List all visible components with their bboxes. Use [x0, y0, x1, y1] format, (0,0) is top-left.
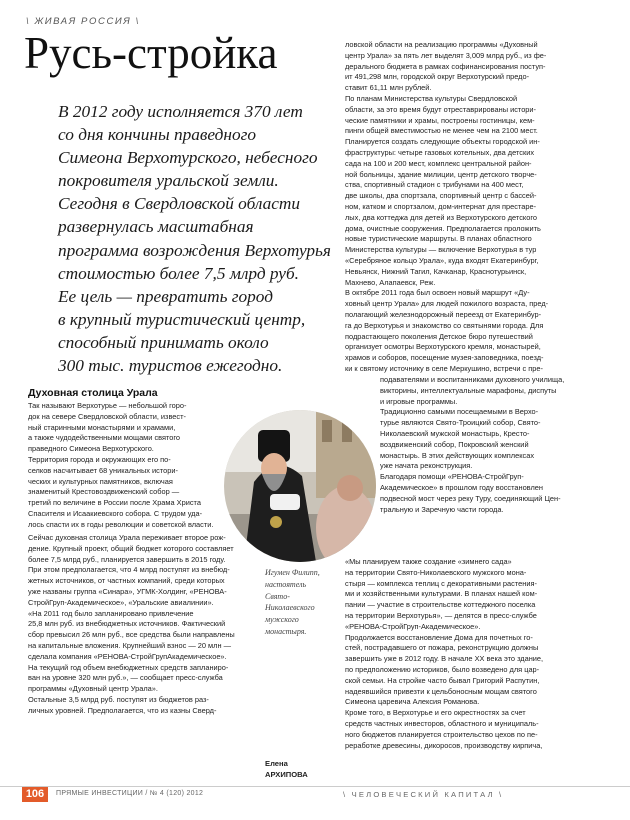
author-byline	[265, 758, 308, 780]
lead-line: В 2012 году исполняется 370 лет	[58, 102, 303, 121]
body-line: подавателями и воспитанниками духовного училища,	[380, 375, 565, 384]
lead-line: Симеона Верхотурского, небесного	[58, 148, 318, 168]
footer-rubric: \ ЧЕЛОВЕЧЕСКИЙ КАПИТАЛ \	[343, 790, 504, 799]
body-line: новые туристические маршруты. В планах областного	[345, 234, 532, 244]
body-line: ховный центр Урала» для людей пожилого возраста, пред-	[345, 299, 549, 309]
body-line: центр Урала» за пять лет выделят 3,009 млрд руб., из фе-	[345, 50, 547, 60]
lead-line: развернулась масштабная	[58, 217, 254, 237]
body-line: стей, пострадавшего от пожара, реконструкцию должны	[345, 643, 539, 653]
page-number: 106	[22, 787, 48, 802]
body-line: области, за это время будут отреставрированы истори-	[345, 104, 537, 114]
caption-line: мужского	[265, 615, 299, 625]
caption-line: Свято-	[265, 591, 290, 601]
body-line: средств частных инвесторов, областного и муниципаль-	[345, 718, 539, 728]
author-first-name: Елена	[265, 759, 288, 768]
body-line: храмов и соборов, посещение музея-заповедника, поезд-	[345, 353, 544, 363]
body-line: ставит 61,11 млн рублей.	[345, 83, 432, 93]
body-line: В октябре 2011 года был освоен новый маршрут «Ду-	[345, 288, 530, 298]
body-line: дение. Крупный проект, общий бюджет которого составляет	[28, 543, 234, 553]
body-line: При этом предполагается, что 4 млрд поступят из внебюд-	[28, 565, 230, 575]
body-line: на капитальные вложения. Крупнейший взнос — 20 млн —	[28, 640, 231, 650]
body-line: знаменитый Крестовоздвиженский собор —	[28, 487, 180, 497]
body-line: жетных источников, от частных компаний, среди которых	[28, 576, 225, 586]
caption-line: монастыря.	[265, 626, 307, 636]
body-line: ный старинными монастырями и храмами,	[28, 422, 176, 432]
body-line: сада на 100 и 200 мест, комплекс центральной район-	[345, 158, 532, 168]
body-line: ской семьи. На стройке часто бывал Григорий Распутин,	[345, 675, 540, 685]
body-line: Невьянск, Нижний Тагил, Качканар, Краснотурьинск,	[345, 266, 527, 276]
body-line: викторины, интеллектуальные марафоны, диспуты	[380, 385, 557, 395]
lead-paragraph	[58, 100, 340, 377]
body-line: ми и хозяйственными культурами. В планах нашей ком-	[345, 589, 538, 599]
body-line: сделала компания «РЕНОВА-СтройГрупАкадемическое».	[28, 651, 227, 661]
body-line: завершить уже в 2012 году. В начале XX века это здание,	[345, 654, 544, 664]
body-line: фраструктуры: четыре газовых котельных, два детских	[345, 147, 535, 157]
lead-line: покровителя уральской земли.	[58, 171, 279, 191]
body-line: более 7,5 млрд руб., планируется завершить в 2015 году.	[28, 554, 226, 564]
article-photo	[224, 410, 376, 562]
lead-line: стоимостью более 7,5 млрд руб.	[58, 263, 299, 283]
body-line: на территории Свято-Николаевского мужского мона-	[345, 567, 527, 577]
body-line: ки к святому источнику в селе Меркушино, встречи с пре-	[345, 363, 543, 373]
caption-line: Николаевского	[265, 603, 315, 613]
photo-caption	[265, 567, 320, 638]
body-line: турье являются Свято-Троицкий собор, Свято-	[380, 418, 541, 428]
body-line: праведного Симеона Верхотурского.	[28, 444, 154, 454]
body-line: лось спасти их в годы революции и советской власти.	[28, 519, 214, 529]
body-line: «Серебряное кольцо Урала», куда входят Екатеринбург,	[345, 255, 539, 265]
body-line: Николаевский мужской монастырь, Кресто-	[380, 428, 530, 438]
body-line: реработке древесины, дикоросов, производству кирпича,	[345, 740, 543, 750]
body-line: Продолжается восстановление Дома для почетных го-	[345, 632, 533, 642]
body-line: воздвиженский собор, Покровский женский	[380, 439, 529, 449]
body-line: две школы, два спортзала, спортивный центр с бассей-	[345, 191, 537, 201]
body-line: На текущий год объем внебюджетных средств запланиро-	[28, 662, 229, 672]
body-line: Кроме того, в Верхотурье и его окрестностях за счет	[345, 708, 526, 718]
body-line: третий по величине в России после Храма Христа	[28, 498, 201, 508]
body-line: Благодаря помощи «РЕНОВА-СтройГруп-	[380, 472, 524, 482]
body-line: «Мы планируем также создание «зимнего сада»	[345, 557, 512, 566]
body-line: ного бюджетов планируется строительство цехов по пе-	[345, 729, 538, 739]
body-line: уже начата реконструкция.	[380, 461, 473, 471]
left-column-wide	[28, 533, 258, 717]
body-line: ит 491,298 млн, городской округ Верхотурский предо-	[345, 72, 530, 82]
caption-line: Игумен Филипп,	[265, 568, 320, 577]
body-line: По планам Министерства культуры Свердловской	[345, 93, 518, 103]
body-line: ной больницы, здание милиции, центр детского творче-	[345, 169, 537, 179]
body-line: Территория города и окружающих его по-	[28, 454, 171, 464]
body-line: дома, очистные сооружения. Предполагается проложить	[345, 223, 541, 233]
body-line: ловской области на реализацию программы «Духовный	[345, 40, 538, 49]
lead-line: со дня кончины праведного	[58, 125, 256, 145]
body-line: по предположению историков, было возведено для цар-	[345, 664, 540, 674]
magazine-issue: ПРЯМЫЕ ИНВЕСТИЦИИ / № 4 (120) 2012	[56, 790, 204, 797]
right-column-top	[345, 40, 607, 375]
body-line: Сейчас духовная столица Урала переживает второе рож-	[28, 533, 226, 542]
body-line: а также чудодейственными мощами святого	[28, 433, 181, 443]
lead-line: в крупный туристический центр,	[58, 309, 306, 329]
body-line: лых, два коттеджа для детей из Верхотурского детского	[345, 212, 537, 222]
body-line: 25,8 млн руб. из внебюджетных источников. Фактический	[28, 619, 226, 629]
section-tag: \ ЖИВАЯ РОССИЯ \	[26, 16, 140, 27]
body-line: док на севере Свердловской области, извест-	[28, 411, 186, 421]
body-line: пинги общей вместимостью не менее чем на 2100 мест.	[345, 126, 538, 136]
lead-line: 300 тыс. туристов ежегодно.	[58, 356, 283, 376]
body-line: селков насчитывает 68 уникальных истори-	[28, 465, 178, 475]
body-line: Министерства культуры — включение Верхотурья в тур	[345, 245, 537, 255]
lead-line: Сегодня в Свердловской области	[58, 194, 301, 214]
body-line: личных уровней. Предполагается, что из казны Сверд-	[28, 705, 217, 715]
body-line: организует осмотры Верхотурского кремля, монастырей,	[345, 342, 541, 352]
body-line: Симеона царевича Алексия Романова.	[345, 697, 480, 707]
body-line: подрастающего поколения Детское бюро путешествий	[345, 331, 533, 341]
body-line: СтройГруп-Академическое», «Уральские авиалинии».	[28, 597, 214, 607]
subheading: Духовная столица Урала	[28, 387, 158, 399]
body-line: ном, катком и спортзалом, дом-интернат для престаре-	[345, 201, 537, 211]
body-line: Академическое» в прошлом году восстановлен	[380, 482, 543, 492]
photo-abbot-illustration	[224, 410, 376, 562]
author-last-name: АРХИПОВА	[265, 770, 308, 779]
caption-line: настоятель	[265, 579, 307, 589]
body-line: Остальные 3,5 млрд руб. поступят из бюджетов раз-	[28, 694, 209, 704]
body-line: Традиционно самыми посещаемыми в Верхо-	[380, 407, 539, 417]
body-line: тральную и Заречную части города.	[380, 504, 504, 514]
body-line: ства, спортивный стадион с трибунами на 400 мест,	[345, 180, 524, 190]
body-line: ческих и культурных памятников, включая	[28, 476, 173, 486]
body-line: пании — участие в строительстве коттеджного поселка	[345, 600, 536, 610]
body-line: «На 2011 год было запланировано привлечение	[28, 608, 194, 618]
body-line: и игровые программы.	[380, 396, 458, 406]
lead-line: программа возрождения Верхотурья	[58, 240, 331, 260]
body-line: стыря — комплекса теплиц с декоративными растения-	[345, 578, 537, 588]
body-line: подвесной мост через реку Туру, соединяющий Цен-	[380, 493, 561, 503]
body-line: «РЕНОВА-СтройГруп-Академическое».	[345, 621, 481, 631]
body-line: Спасителя и Исаакиевского собора. С трудом уда-	[28, 508, 203, 518]
body-line: ван на уровне 320 млн руб.», — сообщает пресс-служба	[28, 673, 223, 683]
right-column-wrap	[380, 375, 607, 515]
body-line: Так называют Верхотурье — небольшой горо-	[28, 401, 187, 410]
body-line: на территории Верхотурья», — делятся в пресс-службе	[345, 610, 537, 620]
body-line: программы «Духовный центр Урала».	[28, 684, 158, 694]
body-line: надеявшийся привезти к цельбоносным мощам святого	[345, 686, 537, 696]
lead-line: Ее цель — превратить город	[58, 286, 273, 306]
lead-line: способный принимать около	[58, 332, 269, 352]
body-line: полагающий железнодорожный переезд от Екатеринбур-	[345, 309, 542, 319]
body-line: ческие памятники и храмы, построены гостиницы, кем-	[345, 115, 535, 125]
footer-divider	[0, 786, 630, 787]
body-line: га до Верхотурья и знакомство со святынями города. Для	[345, 320, 544, 330]
right-column-bottom	[345, 557, 607, 751]
article-title: Русь-стройка	[24, 28, 278, 78]
body-line: Махнево, Алапаевск, Реж.	[345, 277, 436, 287]
left-column-narrow	[28, 401, 214, 531]
body-line: монастырь. В этих действующих комплексах	[380, 450, 535, 460]
body-line: уже названы группа «Синара», УГМК-Холдинг, «РЕНОВА-	[28, 586, 227, 596]
body-line: сбор превысил 26 млн руб., все средства были направлены	[28, 630, 235, 640]
body-line: Планируется создать следующие объекты городской ин-	[345, 137, 540, 147]
body-line: дерального бюджета в рамках софинансирования поступ-	[345, 61, 546, 71]
